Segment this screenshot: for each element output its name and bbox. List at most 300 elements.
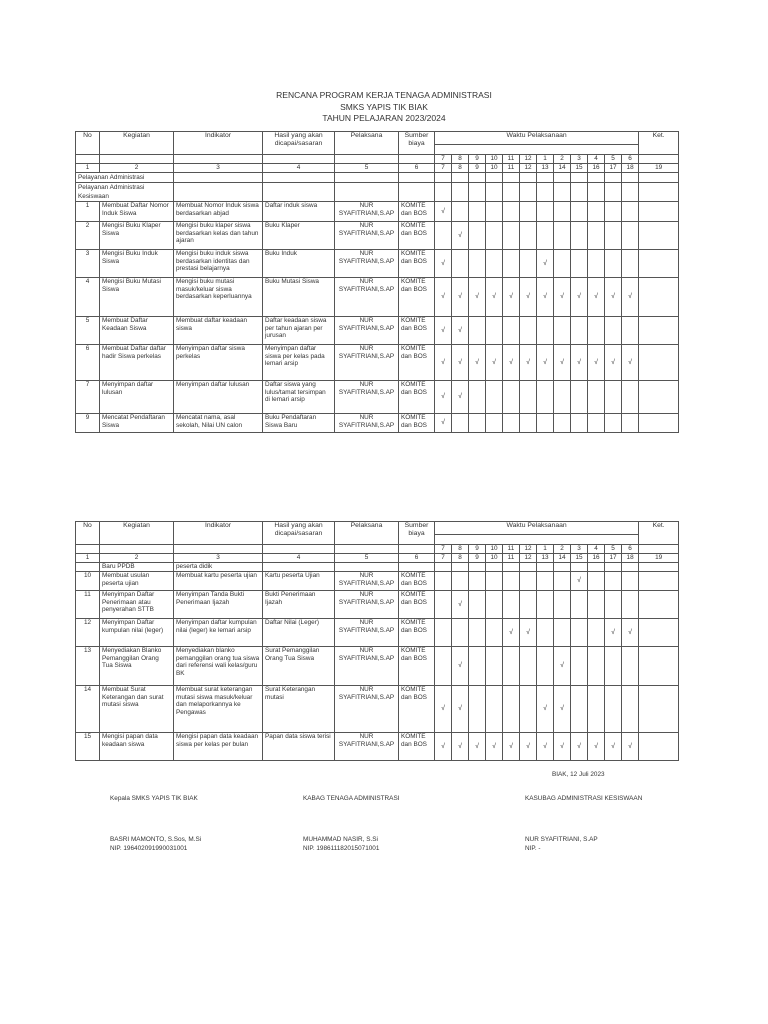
section-blank-cell bbox=[399, 173, 435, 183]
row-kegiatan: Membuat Surat Keterangan dan surat mutasi siswa bbox=[100, 686, 174, 733]
month-check-cell bbox=[588, 345, 605, 381]
month-check-cell bbox=[435, 317, 452, 345]
month-check-cell bbox=[605, 647, 622, 686]
col-kegiatan-header: Kegiatan bbox=[100, 522, 174, 545]
check-mark-icon: √ bbox=[492, 358, 496, 366]
month-row-blank bbox=[399, 545, 435, 554]
check-mark-icon: √ bbox=[509, 358, 513, 366]
month-check-cell bbox=[435, 250, 452, 278]
month-check-cell bbox=[469, 647, 486, 686]
row-sumber: KOMITE dan BOS bbox=[399, 733, 435, 761]
check-mark-icon: √ bbox=[543, 259, 547, 267]
month-check-cell bbox=[554, 619, 571, 647]
check-mark-icon: √ bbox=[594, 742, 598, 750]
month-check-cell bbox=[537, 317, 554, 345]
month-cell: 6 bbox=[622, 155, 639, 164]
check-mark-icon: √ bbox=[543, 358, 547, 366]
check-mark-icon: √ bbox=[611, 293, 615, 301]
month-cell: 3 bbox=[571, 545, 588, 554]
month-check-cell bbox=[520, 222, 537, 250]
signer-1-role: Kepala SMKS YAPIS TIK BIAK bbox=[110, 795, 198, 802]
check-mark-icon: √ bbox=[628, 628, 632, 636]
row-pelaksana: NUR SYAFITRIANI,S.AP bbox=[335, 317, 399, 345]
month-check-cell bbox=[605, 278, 622, 317]
column-number-row bbox=[76, 554, 679, 563]
check-mark-icon: √ bbox=[526, 293, 530, 301]
month-check-cell bbox=[486, 381, 503, 414]
row-no: 15 bbox=[76, 733, 100, 761]
section-blank-cell bbox=[554, 173, 571, 183]
row-ket bbox=[639, 317, 679, 345]
month-check-cell bbox=[622, 686, 639, 733]
month-check-cell bbox=[537, 222, 554, 250]
column-number-cell: 10 bbox=[486, 164, 503, 173]
column-number-cell: 14 bbox=[554, 164, 571, 173]
section-blank-cell bbox=[571, 183, 588, 202]
row-ket bbox=[639, 647, 679, 686]
month-check-cell bbox=[571, 414, 588, 433]
month-check-cell bbox=[469, 414, 486, 433]
section-blank-cell bbox=[554, 183, 571, 202]
section-blank-cell bbox=[622, 183, 639, 202]
month-check-cell bbox=[486, 686, 503, 733]
row-hasil: Surat Keterangan mutasi bbox=[263, 686, 335, 733]
month-check-cell bbox=[554, 345, 571, 381]
row-no: 5 bbox=[76, 317, 100, 345]
month-check-cell bbox=[571, 250, 588, 278]
column-number-cell: 8 bbox=[452, 554, 469, 563]
month-check-cell bbox=[435, 202, 452, 222]
month-cell: 8 bbox=[452, 155, 469, 164]
month-check-cell bbox=[571, 222, 588, 250]
row-no: 1 bbox=[76, 202, 100, 222]
month-check-cell bbox=[503, 686, 520, 733]
column-number-cell: 2 bbox=[100, 164, 174, 173]
month-check-cell bbox=[554, 686, 571, 733]
section-blank-cell bbox=[520, 173, 537, 183]
month-check-cell bbox=[452, 250, 469, 278]
month-check-cell bbox=[503, 591, 520, 619]
month-cell: 5 bbox=[605, 155, 622, 164]
row-pelaksana: NUR SYAFITRIANI,S.AP bbox=[335, 619, 399, 647]
row-kegiatan: Membuat usulan peserta ujian bbox=[100, 572, 174, 591]
column-number-cell: 4 bbox=[263, 164, 335, 173]
column-number-cell: 15 bbox=[571, 554, 588, 563]
check-mark-icon: √ bbox=[543, 742, 547, 750]
month-check-cell bbox=[622, 572, 639, 591]
table-row bbox=[76, 591, 679, 619]
month-check-cell bbox=[554, 733, 571, 761]
month-row-blank bbox=[639, 155, 679, 164]
check-mark-icon: √ bbox=[458, 231, 462, 239]
row-pelaksana: NUR SYAFITRIANI,S.AP bbox=[335, 278, 399, 317]
month-cell: 1 bbox=[537, 545, 554, 554]
month-check-cell bbox=[486, 250, 503, 278]
column-number-cell: 19 bbox=[639, 554, 679, 563]
month-check-cell bbox=[452, 733, 469, 761]
month-check-cell bbox=[588, 619, 605, 647]
section-blank-cell bbox=[571, 173, 588, 183]
table-row bbox=[76, 278, 679, 317]
month-check-cell bbox=[469, 572, 486, 591]
section-blank-cell bbox=[335, 173, 399, 183]
month-check-cell bbox=[571, 619, 588, 647]
month-check-cell bbox=[571, 381, 588, 414]
month-check-cell bbox=[486, 647, 503, 686]
month-check-cell bbox=[452, 345, 469, 381]
col-pelaksana-header: Pelaksana bbox=[335, 132, 399, 155]
month-check-cell bbox=[452, 619, 469, 647]
month-check-cell bbox=[435, 647, 452, 686]
month-check-cell bbox=[486, 278, 503, 317]
month-check-cell bbox=[537, 414, 554, 433]
month-check-cell bbox=[588, 278, 605, 317]
row-indikator: Menyimpan Tanda Bukti Penerimaan Ijazah bbox=[174, 591, 263, 619]
row-sumber: KOMITE dan BOS bbox=[399, 619, 435, 647]
check-mark-icon: √ bbox=[492, 742, 496, 750]
row-sumber: KOMITE dan BOS bbox=[399, 686, 435, 733]
section-blank-cell bbox=[503, 173, 520, 183]
month-check-cell bbox=[520, 381, 537, 414]
cont-blank-cell bbox=[571, 563, 588, 572]
row-no: 10 bbox=[76, 572, 100, 591]
month-check-cell bbox=[520, 202, 537, 222]
month-check-cell bbox=[554, 572, 571, 591]
month-row-blank bbox=[399, 155, 435, 164]
month-check-cell bbox=[503, 202, 520, 222]
col-kegiatan-header: Kegiatan bbox=[100, 132, 174, 155]
row-no: 2 bbox=[76, 222, 100, 250]
month-check-cell bbox=[469, 733, 486, 761]
col-waktu-header: Waktu Pelaksanaan bbox=[435, 132, 639, 145]
section-label: Pelayanan Administrasi bbox=[76, 173, 174, 183]
month-check-cell bbox=[537, 381, 554, 414]
row-indikator: Mengisi papan data keadaan siswa per kelas per bulan bbox=[174, 733, 263, 761]
month-check-cell bbox=[469, 278, 486, 317]
column-number-cell: 15 bbox=[571, 164, 588, 173]
section-blank-cell bbox=[605, 173, 622, 183]
row-indikator: Membuat surat keterangan mutasi siswa masuk/keluar dan melaporkannya ke Pengawas bbox=[174, 686, 263, 733]
row-indikator: Menyimpan daftar lulusan bbox=[174, 381, 263, 414]
title-line-1: RENCANA PROGRAM KERJA TENAGA ADMINISTRASI bbox=[276, 90, 492, 100]
cont-blank-cell bbox=[537, 563, 554, 572]
col-pelaksana-header: Pelaksana bbox=[335, 522, 399, 545]
section-blank-cell bbox=[639, 173, 679, 183]
row-kegiatan: Membuat Daftar Nomor Induk Siswa bbox=[100, 202, 174, 222]
column-number-cell: 18 bbox=[622, 554, 639, 563]
row-no: 14 bbox=[76, 686, 100, 733]
row-pelaksana: NUR SYAFITRIANI,S.AP bbox=[335, 202, 399, 222]
row-hasil: Daftar siswa yang lulus/tamat tersimpan di lemari arsip bbox=[263, 381, 335, 414]
month-cell: 9 bbox=[469, 155, 486, 164]
month-check-cell bbox=[588, 222, 605, 250]
row-ket bbox=[639, 686, 679, 733]
month-check-cell bbox=[520, 414, 537, 433]
month-check-cell bbox=[435, 733, 452, 761]
month-check-cell bbox=[622, 414, 639, 433]
row-kegiatan: Mengisi Buku Mutasi Siswa bbox=[100, 278, 174, 317]
signer-3-name: NUR SYAFITRIANI, S.AP bbox=[525, 836, 598, 843]
row-no: 6 bbox=[76, 345, 100, 381]
month-check-cell bbox=[435, 591, 452, 619]
month-check-cell bbox=[554, 202, 571, 222]
col-no-header: No bbox=[76, 132, 100, 155]
table-row bbox=[76, 250, 679, 278]
cont-blank-cell bbox=[639, 563, 679, 572]
check-mark-icon: √ bbox=[526, 742, 530, 750]
row-indikator: Membuat kartu peserta ujian bbox=[174, 572, 263, 591]
row-no: 13 bbox=[76, 647, 100, 686]
row-ket bbox=[639, 414, 679, 433]
column-number-cell: 17 bbox=[605, 164, 622, 173]
month-check-cell bbox=[622, 591, 639, 619]
row-ket bbox=[639, 250, 679, 278]
month-cell: 9 bbox=[469, 545, 486, 554]
row-hasil: Menyimpan daftar siswa per kelas pada lemari arsip bbox=[263, 345, 335, 381]
month-check-cell bbox=[605, 686, 622, 733]
check-mark-icon: √ bbox=[458, 742, 462, 750]
month-cell: 7 bbox=[435, 155, 452, 164]
month-check-cell bbox=[554, 250, 571, 278]
column-number-cell: 11 bbox=[503, 164, 520, 173]
month-check-cell bbox=[503, 317, 520, 345]
month-check-cell bbox=[588, 572, 605, 591]
row-sumber: KOMITE dan BOS bbox=[399, 317, 435, 345]
row-ket bbox=[639, 345, 679, 381]
month-check-cell bbox=[520, 591, 537, 619]
row-sumber: KOMITE dan BOS bbox=[399, 381, 435, 414]
month-check-cell bbox=[605, 572, 622, 591]
row-hasil: Papan data siswa terisi bbox=[263, 733, 335, 761]
month-check-cell bbox=[503, 381, 520, 414]
column-number-cell: 11 bbox=[503, 554, 520, 563]
section-label: Pelayanan Administrasi Kesiswaan bbox=[76, 183, 174, 202]
row-sumber: KOMITE dan BOS bbox=[399, 250, 435, 278]
month-check-cell bbox=[520, 278, 537, 317]
row-ket bbox=[639, 278, 679, 317]
row-indikator: Mengisi buku induk siswa berdasarkan identitas dan prestasi belajarnya bbox=[174, 250, 263, 278]
row-indikator: Membuat Nomor Induk siswa berdasarkan abjad bbox=[174, 202, 263, 222]
cont-blank-cell bbox=[486, 563, 503, 572]
month-check-cell bbox=[435, 345, 452, 381]
check-mark-icon: √ bbox=[492, 293, 496, 301]
month-check-cell bbox=[469, 250, 486, 278]
cont-blank-cell bbox=[335, 563, 399, 572]
section-blank-cell bbox=[639, 183, 679, 202]
month-check-cell bbox=[503, 250, 520, 278]
month-check-cell bbox=[571, 686, 588, 733]
col-hasil-header: Hasil yang akan dicapai/sasaran bbox=[263, 522, 335, 545]
row-indikator: Mengisi buku klaper siswa berdasarkan kelas dan tahun ajaran bbox=[174, 222, 263, 250]
row-pelaksana: NUR SYAFITRIANI,S.AP bbox=[335, 572, 399, 591]
month-row-blank bbox=[639, 545, 679, 554]
col-sumber-header: Sumber biaya bbox=[399, 522, 435, 545]
row-indikator: Membuat daftar keadaan siswa bbox=[174, 317, 263, 345]
row-kegiatan: Menyimpan Daftar kumpulan nilai (leger) bbox=[100, 619, 174, 647]
month-check-cell bbox=[588, 647, 605, 686]
column-number-cell: 6 bbox=[399, 164, 435, 173]
month-check-cell bbox=[588, 414, 605, 433]
check-mark-icon: √ bbox=[441, 259, 445, 267]
col-ket-header: Ket. bbox=[639, 132, 679, 155]
month-check-cell bbox=[537, 202, 554, 222]
month-check-cell bbox=[486, 591, 503, 619]
month-check-cell bbox=[605, 345, 622, 381]
section-blank-cell bbox=[263, 173, 335, 183]
row-sumber: KOMITE dan BOS bbox=[399, 572, 435, 591]
check-mark-icon: √ bbox=[475, 742, 479, 750]
month-check-cell bbox=[520, 250, 537, 278]
table-row bbox=[76, 222, 679, 250]
row-sumber: KOMITE dan BOS bbox=[399, 414, 435, 433]
month-check-cell bbox=[537, 572, 554, 591]
month-check-cell bbox=[435, 222, 452, 250]
month-check-cell bbox=[571, 733, 588, 761]
row-hasil: Buku Induk bbox=[263, 250, 335, 278]
month-check-cell bbox=[554, 317, 571, 345]
month-check-cell bbox=[537, 647, 554, 686]
section-blank-cell bbox=[520, 183, 537, 202]
month-check-cell bbox=[452, 222, 469, 250]
month-row-blank bbox=[263, 155, 335, 164]
month-check-cell bbox=[452, 414, 469, 433]
month-row-blank bbox=[76, 155, 100, 164]
row-ket bbox=[639, 222, 679, 250]
row-ket bbox=[639, 591, 679, 619]
cont-blank-cell bbox=[469, 563, 486, 572]
row-indikator: Mengisi buku mutasi masuk/keluar siswa berdasarkan keperluannya bbox=[174, 278, 263, 317]
check-mark-icon: √ bbox=[441, 326, 445, 334]
title-line-3: TAHUN PELAJARAN 2023/2024 bbox=[322, 113, 446, 123]
signer-1-nip: NIP. 196402091990031001 bbox=[110, 845, 188, 852]
signer-2-nip: NIP. 198611182015071001 bbox=[303, 845, 380, 852]
month-check-cell bbox=[622, 345, 639, 381]
month-check-cell bbox=[435, 686, 452, 733]
row-indikator: Mencatat nama, asal sekolah, Nilai UN calon bbox=[174, 414, 263, 433]
check-mark-icon: √ bbox=[458, 358, 462, 366]
month-check-cell bbox=[622, 733, 639, 761]
col-no-header: No bbox=[76, 522, 100, 545]
month-check-cell bbox=[588, 686, 605, 733]
column-number-cell: 12 bbox=[520, 164, 537, 173]
month-check-cell bbox=[588, 250, 605, 278]
row-ket bbox=[639, 572, 679, 591]
month-check-cell bbox=[520, 733, 537, 761]
row-pelaksana: NUR SYAFITRIANI,S.AP bbox=[335, 381, 399, 414]
month-check-cell bbox=[469, 317, 486, 345]
month-check-cell bbox=[537, 591, 554, 619]
month-check-cell bbox=[486, 345, 503, 381]
row-hasil: Daftar keadaan siswa per tahun ajaran per jurusan bbox=[263, 317, 335, 345]
month-check-cell bbox=[503, 222, 520, 250]
row-ket bbox=[639, 733, 679, 761]
section-blank-cell bbox=[435, 183, 452, 202]
check-mark-icon: √ bbox=[560, 358, 564, 366]
cont-blank-cell bbox=[452, 563, 469, 572]
month-check-cell bbox=[622, 222, 639, 250]
check-mark-icon: √ bbox=[458, 662, 462, 670]
section-blank-cell bbox=[486, 183, 503, 202]
section-row bbox=[76, 173, 679, 183]
section-blank-cell bbox=[469, 183, 486, 202]
row-sumber: KOMITE dan BOS bbox=[399, 345, 435, 381]
check-mark-icon: √ bbox=[628, 742, 632, 750]
row-no: 11 bbox=[76, 591, 100, 619]
row-hasil: Kartu peserta Ujian bbox=[263, 572, 335, 591]
month-cell: 4 bbox=[588, 155, 605, 164]
check-mark-icon: √ bbox=[611, 742, 615, 750]
month-check-cell bbox=[469, 345, 486, 381]
month-check-cell bbox=[452, 202, 469, 222]
month-cell: 7 bbox=[435, 545, 452, 554]
check-mark-icon: √ bbox=[577, 742, 581, 750]
row-indikator: Menyimpan daftar siswa perkelas bbox=[174, 345, 263, 381]
month-check-cell bbox=[503, 572, 520, 591]
month-check-cell bbox=[605, 591, 622, 619]
month-check-cell bbox=[605, 733, 622, 761]
month-row-blank bbox=[100, 155, 174, 164]
check-mark-icon: √ bbox=[611, 358, 615, 366]
column-number-row bbox=[76, 164, 679, 173]
continuation-row bbox=[76, 563, 679, 572]
table-row bbox=[76, 686, 679, 733]
month-check-cell bbox=[520, 317, 537, 345]
document-title bbox=[0, 90, 768, 125]
cont-blank-cell bbox=[503, 563, 520, 572]
row-no: 12 bbox=[76, 619, 100, 647]
month-cell: 3 bbox=[571, 155, 588, 164]
check-mark-icon: √ bbox=[594, 293, 598, 301]
column-number-cell: 13 bbox=[537, 554, 554, 563]
month-check-cell bbox=[486, 619, 503, 647]
month-check-cell bbox=[622, 202, 639, 222]
check-mark-icon: √ bbox=[509, 293, 513, 301]
signer-3-nip: NIP. - bbox=[525, 845, 541, 852]
row-sumber: KOMITE dan BOS bbox=[399, 647, 435, 686]
column-number-cell: 14 bbox=[554, 554, 571, 563]
column-number-cell: 6 bbox=[399, 554, 435, 563]
section-row bbox=[76, 183, 679, 202]
month-check-cell bbox=[622, 278, 639, 317]
row-kegiatan: Menyimpan daftar lulusan bbox=[100, 381, 174, 414]
column-number-cell: 18 bbox=[622, 164, 639, 173]
check-mark-icon: √ bbox=[475, 293, 479, 301]
month-check-cell bbox=[503, 345, 520, 381]
month-check-cell bbox=[588, 591, 605, 619]
month-check-cell bbox=[537, 278, 554, 317]
month-row bbox=[76, 545, 679, 554]
month-check-cell bbox=[537, 250, 554, 278]
section-blank-cell bbox=[452, 183, 469, 202]
month-cell: 11 bbox=[503, 545, 520, 554]
month-check-cell bbox=[571, 345, 588, 381]
month-check-cell bbox=[503, 278, 520, 317]
section-blank-cell bbox=[174, 183, 263, 202]
month-check-cell bbox=[486, 572, 503, 591]
row-indikator: Menyediakan blanko pemanggilan orang tua siswa dari referensi wali kelas/guru BK bbox=[174, 647, 263, 686]
month-row-blank bbox=[335, 545, 399, 554]
row-pelaksana: NUR SYAFITRIANI,S.AP bbox=[335, 647, 399, 686]
month-check-cell bbox=[452, 572, 469, 591]
month-check-cell bbox=[520, 647, 537, 686]
month-check-cell bbox=[486, 222, 503, 250]
table-row bbox=[76, 619, 679, 647]
column-number-cell: 10 bbox=[486, 554, 503, 563]
month-check-cell bbox=[571, 591, 588, 619]
month-check-cell bbox=[605, 317, 622, 345]
check-mark-icon: √ bbox=[560, 293, 564, 301]
check-mark-icon: √ bbox=[441, 419, 445, 427]
